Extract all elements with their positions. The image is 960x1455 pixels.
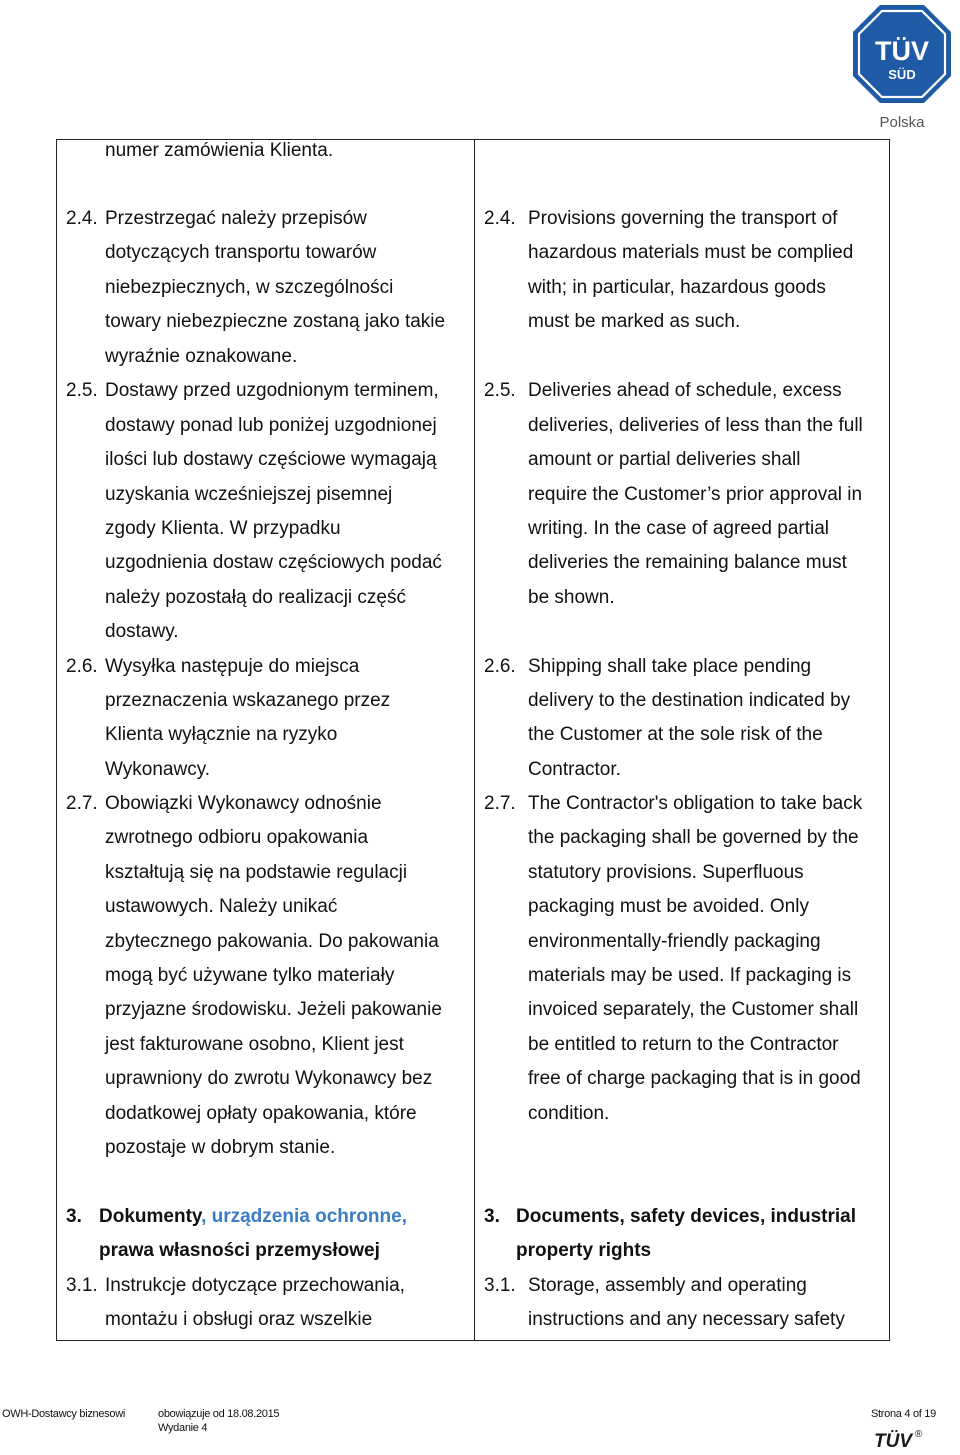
en-text-line: materials may be used. If packaging is [528,965,852,986]
en-text-line: Provisions governing the transport of [528,208,838,229]
en-text-line: environmentally-friendly packaging [528,931,821,952]
en-text-line: Deliveries ahead of schedule, excess [528,380,842,401]
en-text-line: amount or partial deliveries shall [528,449,801,470]
en-text-line: with; in particular, hazardous goods [528,277,826,298]
pl-section-heading-line: prawa własności przemysłowej [99,1240,380,1261]
footer-brand-text: TÜV [874,1431,912,1450]
footer-page-number: Strona 4 of 19 [871,1408,936,1420]
footer-tuv-logo [872,1428,932,1450]
pl-text-line: zgody Klienta. W przypadku [105,518,341,539]
pl-section-number: 2.7. [66,793,98,814]
en-section-number: 2.4. [484,208,516,229]
pl-heading-part-highlight: , urządzenia ochronne, [201,1206,407,1227]
en-text-line: writing. In the case of agreed partial [528,518,830,539]
en-text-line: free of charge packaging that is in good [528,1068,861,1089]
pl-text-line: Obowiązki Wykonawcy odnośnie [105,793,382,814]
en-text-line: the Customer at the sole risk of the [528,724,823,745]
pl-text-line: dodatkowej opłaty opakowania, które [105,1103,417,1124]
en-section-number: 3. [484,1206,500,1227]
en-section-number: 2.5. [484,380,516,401]
en-text-line: the packaging shall be governed by the [528,827,859,848]
pl-text-line: przeznaczenia wskazanego przez [105,690,391,711]
pl-text-line: mogą być używane tylko materiały [105,965,395,986]
pl-text-line: Wykonawcy. [105,759,211,780]
en-section-heading-line: Documents, safety devices, industrial [516,1206,857,1227]
pl-section-number: 3.1. [66,1275,98,1296]
pl-text-line: zwrotnego odbioru opakowania [105,827,369,848]
en-section-number: 2.7. [484,793,516,814]
pl-text-line: uprawniony do zwrotu Wykonawcy bez [105,1068,433,1089]
en-text-line: must be marked as such. [528,311,741,332]
footer-valid-from: obowiązuje od 18.08.2015 [158,1408,280,1420]
en-text-line: Shipping shall take place pending [528,656,812,677]
tuv-sud-logo [850,2,954,106]
pl-text-line: Klienta wyłącznie na ryzyko [105,724,338,745]
pl-text-line: należy pozostałą do realizacji część [105,587,406,608]
en-text-line: instructions and any necessary safety [528,1309,845,1330]
pl-text-line: zbytecznego pakowania. Do pakowania [105,931,439,952]
pl-text-line: ustawowych. Należy unikać [105,896,338,917]
pl-text-line: Przestrzegać należy przepisów [105,208,367,229]
pl-section-number: 3. [66,1206,82,1227]
en-section-heading-line: property rights [516,1240,652,1261]
pl-text-line: wyraźnie oznakowane. [105,346,298,367]
pl-text-line: kształtują się na podstawie regulacji [105,862,408,883]
en-text-line: deliveries, deliveries of less than the full [528,415,863,436]
pl-section-heading [99,1200,407,1234]
column-divider [474,139,475,1341]
pl-text-line: dostawy. [105,621,179,642]
pl-text-line: dostawy ponad lub poniżej uzgodnionej [105,415,437,436]
pl-text-line: uzyskania wcześniejszej pisemnej [105,484,393,505]
logo-text: TÜV [875,36,929,66]
pl-intro-line: numer zamówienia Klienta. [105,140,334,161]
pl-text-line: jest fakturowane osobno, Klient jest [105,1034,404,1055]
footer-edition: Wydanie 4 [158,1422,208,1434]
pl-text-line: uzgodnienia dostaw częściowych podać [105,552,442,573]
pl-text-line: przyjazne środowisku. Jeżeli pakowanie [105,999,442,1020]
en-text-line: condition. [528,1103,610,1124]
pl-text-line: montażu i obsługi oraz wszelkie [105,1309,373,1330]
pl-text-line: Dostawy przed uzgodnionym terminem, [105,380,439,401]
en-text-line: be shown. [528,587,615,608]
en-text-line: invoiced separately, the Customer shall [528,999,859,1020]
pl-section-number: 2.6. [66,656,98,677]
pl-section-number: 2.5. [66,380,98,401]
en-text-line: statutory provisions. Superfluous [528,862,804,883]
pl-text-line: ilości lub dostawy częściowe wymagają [105,449,437,470]
logo-subtext: SÜD [888,67,916,82]
pl-text-line: Instrukcje dotyczące przechowania, [105,1275,405,1296]
pl-text-line: Wysyłka następuje do miejsca [105,656,360,677]
registered-mark-icon: ® [915,1429,923,1440]
en-text-line: Contractor. [528,759,621,780]
en-text-line: The Contractor's obligation to take back [528,793,863,814]
en-section-number: 2.6. [484,656,516,677]
pl-text-line: niebezpiecznych, w szczególności [105,277,394,298]
en-section-number: 3.1. [484,1275,516,1296]
en-text-line: packaging must be avoided. Only [528,896,809,917]
pl-heading-part: Dokumenty [99,1206,202,1227]
en-text-line: require the Customer’s prior approval in [528,484,863,505]
country-label: Polska [879,114,925,131]
pl-text-line: pozostaje w dobrym stanie. [105,1137,336,1158]
en-text-line: delivery to the destination indicated by [528,690,851,711]
pl-section-number: 2.4. [66,208,98,229]
en-text-line: Storage, assembly and operating [528,1275,807,1296]
pl-text-line: dotyczących transportu towarów [105,242,377,263]
footer-document-name: OWH-Dostawcy biznesowi [2,1408,125,1420]
en-text-line: hazardous materials must be complied [528,242,854,263]
pl-text-line: towary niebezpieczne zostaną jako takie [105,311,446,332]
en-text-line: deliveries the remaining balance must [528,552,847,573]
en-text-line: be entitled to return to the Contractor [528,1034,839,1055]
